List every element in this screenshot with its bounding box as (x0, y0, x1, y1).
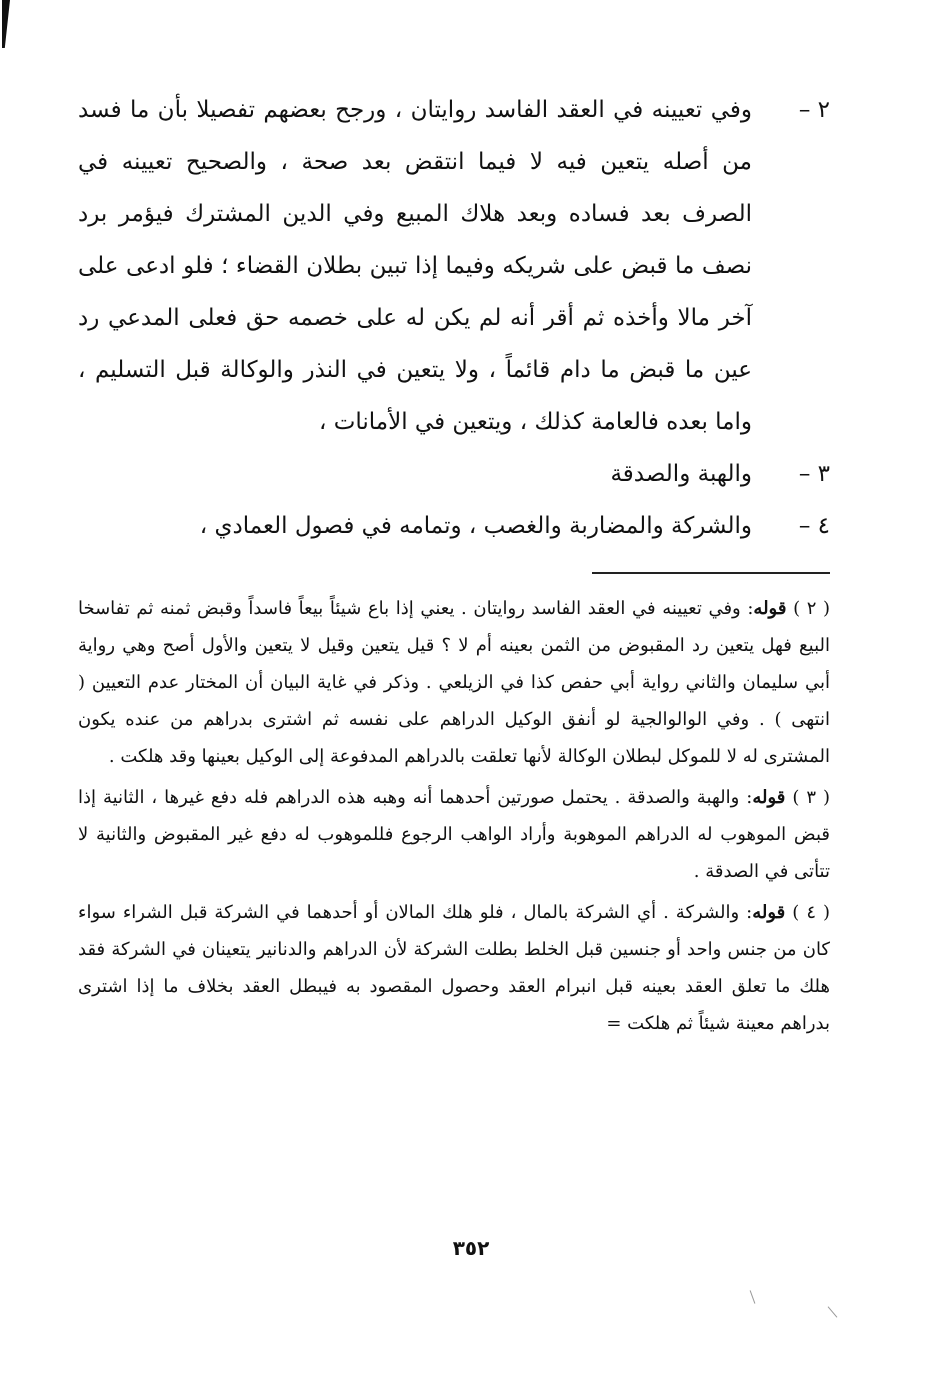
footnote-keyword: قوله (752, 787, 786, 808)
footnote-text: : والهبة والصدقة . يحتمل صورتين أحدهما أنه وهبه هذه الدراهم فله دفع غيرها ، الثانية إذا قبض الموهوب له الدراهم الموهوبة وأراد الواهب الرجوع فللموهوب له دفع غير المقبوض والثانية لا تتأتى في الصدقة . (78, 787, 830, 882)
footnote-number: ( ٣ ) (792, 787, 831, 808)
item-marker: ٢ – (798, 97, 830, 123)
main-item-2 (78, 84, 830, 448)
page-number: ٣٥٢ (452, 1236, 490, 1260)
main-item-4 (78, 500, 830, 552)
footnote-number: ( ٢ ) (793, 598, 830, 619)
footnote-text: : وفي تعيينه في العقد الفاسد روايتان . يعني إذا باع شيئاً بيعاً فاسداً وقبض ثمنه ثم تفاسخا البيع فهل يتعين رد المقبوض من الثمن بعينه أم لا ؟ قيل يتعين وقيل لا يتعين والأول أصح وهي رواية أبي سليمان والثاني رواية أبي حفص كذا في الزيلعي . وذكر في غاية البيان أن المختار عدم التعيين ( انتهى ) . وفي الوالوالجية لو أنفق الوكيل الدراهم على نفسه ثم اشترى بدراهم من عنده يكون المشترى له لا للموكل لبطلان الوكالة لأنها تعلقت بالدراهم المدفوعة إلى الوكيل بعينها وقد هلكت . (78, 598, 830, 767)
item-marker: ٤ – (798, 513, 830, 539)
item-text: وفي تعيينه في العقد الفاسد روايتان ، ورجح بعضهم تفصيلا بأن ما فسد من أصله يتعين فيه لا فيما انتقض بعد صحة ، والصحيح تعيينه في الصرف بعد فساده وبعد هلاك المبيع وفي الدين المشترك فيؤمر برد نصف ما قبض على شريكه وفيما إذا تبين بطلان القضاء ؛ فلو ادعى على آخر مالا وأخذه ثم أقر أنه لم يكن له على خصمه حق فعلى المدعي رد عين ما قبض ما دام قائماً ، ولا يتعين في النذر والوكالة قبل التسليم ، واما بعده فالعامة كذلك ، ويتعين في الأمانات ، (78, 97, 752, 435)
corner-mark (2, 0, 10, 48)
footnote-4 (78, 894, 830, 1042)
footnote-3 (78, 779, 830, 890)
footnote-separator (592, 572, 830, 574)
scan-speck (750, 1290, 756, 1303)
footnotes (78, 590, 830, 1042)
scan-speck (828, 1306, 838, 1317)
page-content (78, 84, 830, 1046)
footnote-keyword: قوله (753, 598, 787, 619)
item-marker: ٣ – (798, 461, 830, 487)
item-text: والشركة والمضاربة والغصب ، وتمامه في فصول العمادي ، (199, 513, 752, 539)
footnote-text: : والشركة . أي الشركة بالمال ، فلو هلك المالان أو أحدهما في الشركة قبل الشراء سواء كان من جنس واحد أو جنسين قبل الخلط بطلت الشركة لأن الدراهم والدنانير يتعينان في الشركة فقد هلك ما تعلق العقد بعينه قبل انبرام العقد وحصول المقصود به فيبطل العقد بخلاف ما إذا اشترى بدراهم معينة شيئاً ثم هلكت = (78, 902, 830, 1034)
footnote-2 (78, 590, 830, 775)
main-item-3 (78, 448, 830, 500)
footnote-number: ( ٤ ) (792, 902, 830, 923)
main-text (78, 84, 830, 552)
footnote-keyword: قوله (752, 902, 786, 923)
item-text: والهبة والصدقة (610, 461, 752, 487)
